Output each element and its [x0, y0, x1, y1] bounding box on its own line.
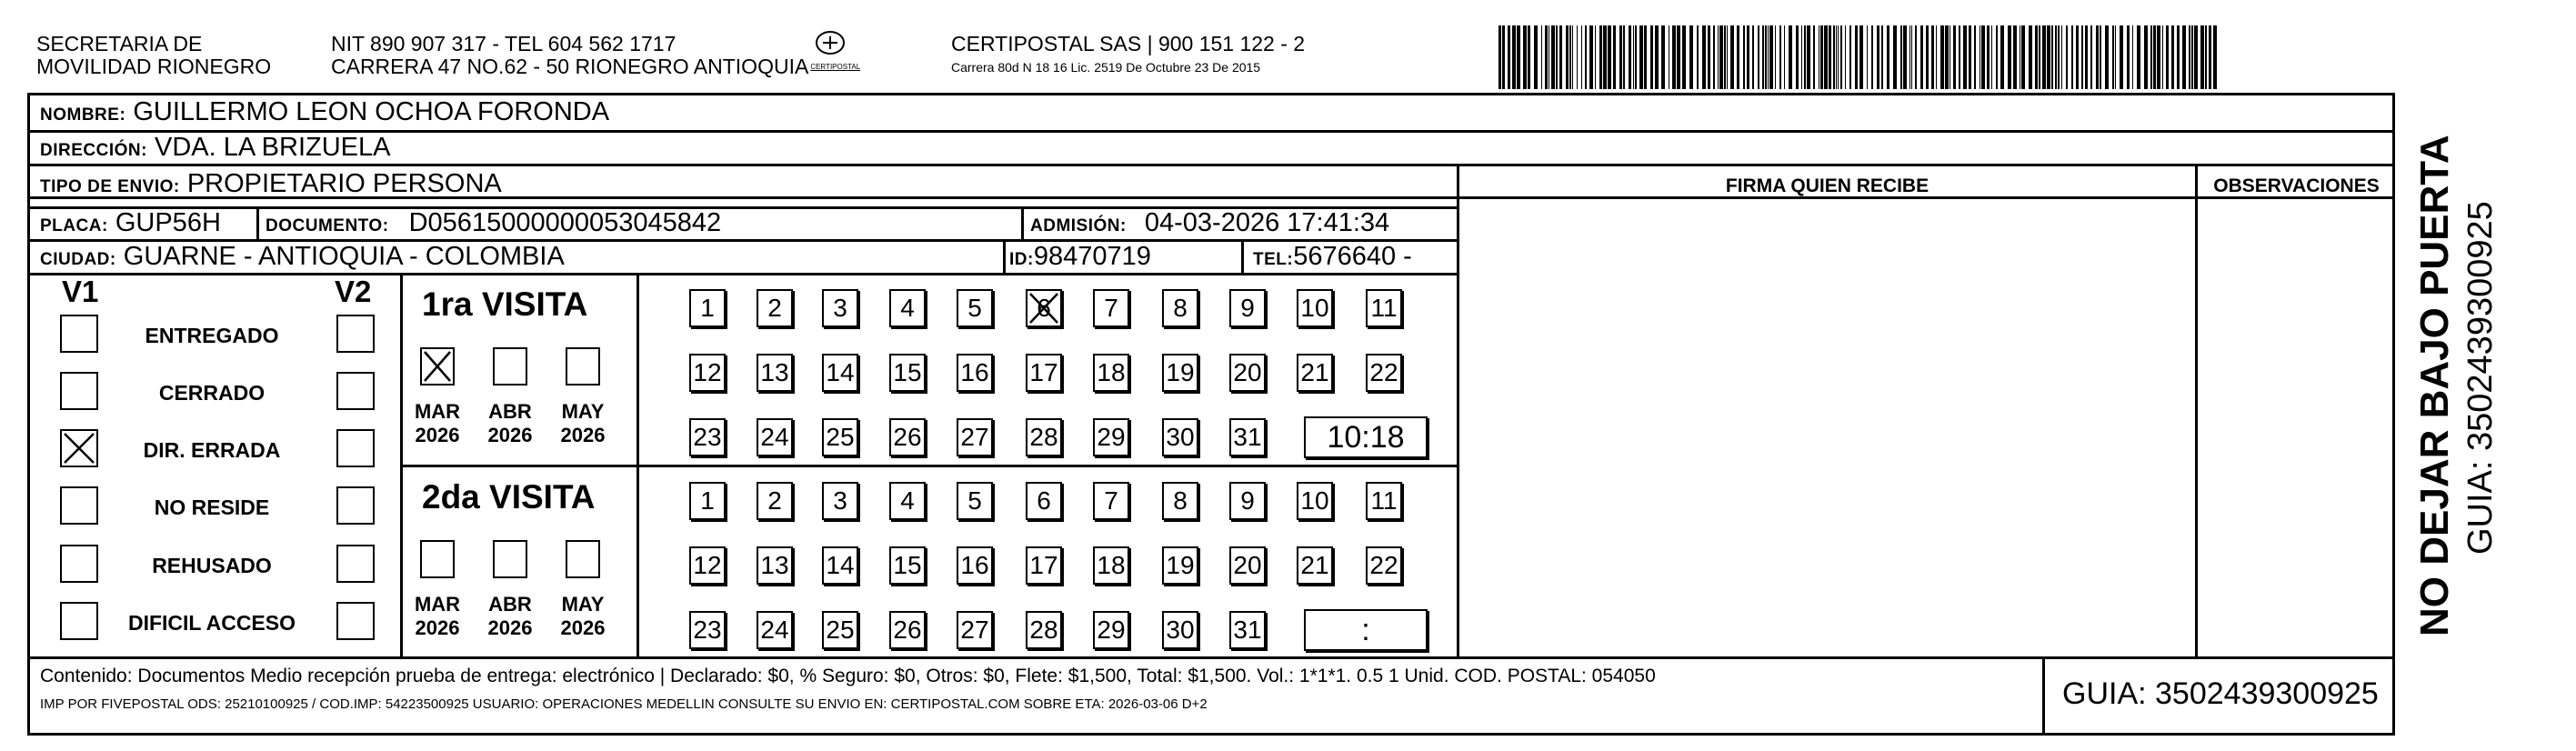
status-label: NO RESIDE: [154, 496, 270, 519]
barcode: [1498, 25, 2226, 89]
day-cell[interactable]: 30: [1162, 418, 1198, 456]
day-cell[interactable]: 28: [1026, 418, 1062, 456]
day-cell[interactable]: 23: [689, 611, 726, 649]
month-label: ABR 2026: [487, 593, 533, 639]
observaciones-heading: OBSERVACIONES: [2213, 175, 2380, 196]
day-cell[interactable]: 29: [1093, 611, 1129, 649]
carrier-info: [951, 33, 1305, 75]
documento-label: DOCUMENTO:: [266, 216, 389, 235]
day-cell[interactable]: 23: [689, 418, 726, 456]
v2-heading: V2: [335, 275, 372, 308]
admision-field: [1030, 208, 1389, 241]
month-checkbox[interactable]: [566, 347, 600, 386]
logo-wordmark: CERTIPOSTAL: [810, 63, 861, 71]
day-cell[interactable]: 4: [889, 482, 926, 520]
day-cell[interactable]: 25: [822, 611, 858, 649]
id-value: 98470719: [1033, 242, 1151, 271]
day-cell[interactable]: 12: [689, 354, 726, 392]
documento-field: [266, 208, 721, 241]
day-cell[interactable]: 2: [757, 289, 793, 327]
v2-checkbox[interactable]: [336, 429, 375, 467]
visit-divider: [400, 465, 1457, 467]
address-line: CARRERA 47 NO.62 - 50 RIONEGRO ANTIOQUIA CERTIPOSTAL: [331, 55, 861, 78]
ciudad-value: GUARNE - ANTIOQUIA - COLOMBIA: [123, 242, 565, 271]
day-cell[interactable]: 14: [822, 354, 858, 392]
day-cell[interactable]: 9: [1229, 289, 1266, 327]
month-label: MAR 2026: [414, 593, 461, 639]
status-label: CERRADO: [158, 381, 266, 405]
day-cell[interactable]: 17: [1026, 546, 1062, 585]
month-label: ABR 2026: [487, 400, 533, 446]
documento-value: D05615000000053045842: [408, 208, 722, 237]
month-label: MAY 2026: [560, 400, 606, 446]
day-cell[interactable]: 28: [1026, 611, 1062, 649]
status-label: REHUSADO: [152, 554, 272, 577]
day-cell[interactable]: 26: [889, 418, 926, 456]
nombre-value: GUILLERMO LEON OCHOA FORONDA: [133, 97, 610, 126]
ciudad-label: CIUDAD:: [40, 250, 116, 269]
placa-field: [40, 208, 221, 241]
admision-divider: [1021, 206, 1024, 239]
id-label: ID:: [1009, 250, 1034, 269]
sender-contact: [331, 33, 860, 78]
day-cell[interactable]: 11: [1366, 482, 1402, 520]
placa-divider: [256, 206, 259, 239]
month-label: MAR 2026: [414, 400, 461, 446]
day-cell[interactable]: 13: [757, 354, 793, 392]
firma-left-border: [1457, 164, 1459, 656]
month-checkbox[interactable]: [420, 540, 455, 578]
day-cell[interactable]: 26: [889, 611, 926, 649]
day-cell[interactable]: 16: [957, 354, 993, 392]
day-cell[interactable]: 31: [1229, 611, 1266, 649]
placa-value: GUP56H: [115, 208, 221, 237]
obs-left-border: [2195, 164, 2198, 656]
guia-box: GUIA: 3502439300925: [2062, 676, 2379, 711]
v2-checkbox[interactable]: [336, 486, 375, 525]
month-label: MAY 2026: [560, 593, 606, 639]
direccion-label: DIRECCIÓN:: [40, 141, 147, 160]
guia-box-border: [2042, 656, 2045, 736]
nombre-field: [40, 97, 609, 130]
day-cell[interactable]: 2: [757, 482, 793, 520]
day-cell[interactable]: 3: [822, 289, 858, 327]
id-divider: [1003, 239, 1006, 273]
day-check-mark: [1027, 291, 1060, 335]
day-cell[interactable]: 14: [822, 546, 858, 585]
nombre-label: NOMBRE:: [40, 105, 126, 125]
month-checkbox[interactable]: [493, 347, 527, 386]
day-cell[interactable]: 9: [1229, 482, 1266, 520]
direccion-value: VDA. LA BRIZUELA: [155, 133, 391, 162]
side-guia: GUIA: 3502439300925: [2461, 201, 2500, 555]
carrier-line: CERTIPOSTAL SAS | 900 151 122 - 2: [951, 32, 1306, 55]
day-cell[interactable]: 11: [1366, 289, 1402, 327]
day-cell[interactable]: 17: [1026, 354, 1062, 392]
firma-heading: FIRMA QUIEN RECIBE: [1725, 175, 1929, 196]
day-cell[interactable]: 30: [1162, 611, 1198, 649]
day-cell[interactable]: 27: [957, 418, 993, 456]
v2-checkbox[interactable]: [336, 315, 375, 353]
contenido-line: Contenido: Documentos Medio recepción prueba de entrega: electrónico | Declarado: $0, % Seguro: $0, Otros: $0, Flete: $1,500, Total: $1,500. Vol.: 1*1*1. 0.5 1 Unid. COD. POSTAL: 054050: [40, 666, 1656, 686]
day-cell[interactable]: 24: [757, 611, 793, 649]
v2-checkbox[interactable]: [336, 602, 375, 640]
status-label: DIR. ERRADA: [143, 438, 281, 462]
status-label: DIFICIL ACCESO: [127, 611, 296, 635]
day-cell[interactable]: 31: [1229, 418, 1266, 456]
day-cell[interactable]: 7: [1093, 482, 1129, 520]
day-cell[interactable]: 27: [957, 611, 993, 649]
ciudad-field: [40, 242, 565, 275]
v2-checkbox[interactable]: [336, 545, 375, 583]
admision-value: 04-03-2026 17:41:34: [1144, 208, 1390, 237]
day-cell[interactable]: 18: [1093, 354, 1129, 392]
day-cell[interactable]: 15: [889, 546, 926, 585]
day-cell[interactable]: 1: [689, 289, 726, 327]
month-checkbox[interactable]: [493, 540, 527, 578]
day-cell[interactable]: 1: [689, 482, 726, 520]
day-cell[interactable]: 20: [1229, 354, 1266, 392]
status-label: ENTREGADO: [145, 324, 279, 347]
sender-name: [36, 33, 271, 78]
day-cell[interactable]: 22: [1366, 546, 1402, 585]
tel-label: TEL:: [1253, 250, 1294, 269]
day-cell[interactable]: 13: [757, 546, 793, 585]
tipo-envio-value: PROPIETARIO PERSONA: [186, 169, 502, 198]
v2-checkbox[interactable]: [336, 372, 375, 410]
tel-field: [1253, 242, 1412, 275]
certipostal-logo-icon: [814, 29, 847, 56]
day-cell[interactable]: 19: [1162, 546, 1198, 585]
day-cell[interactable]: 8: [1162, 482, 1198, 520]
month-checkbox[interactable]: [566, 540, 600, 578]
day-cell[interactable]: 6: [1026, 482, 1062, 520]
day-cell[interactable]: 15: [889, 354, 926, 392]
day-cell[interactable]: 21: [1297, 354, 1333, 392]
day-cell[interactable]: 25: [822, 418, 858, 456]
day-cell[interactable]: 22: [1366, 354, 1402, 392]
v1-heading: V1: [62, 275, 99, 308]
license-line: Carrera 80d N 18 16 Lic. 2519 De Octubre 23 De 2015: [951, 60, 1261, 75]
day-cell[interactable]: 12: [689, 546, 726, 585]
placa-label: PLACA:: [40, 216, 108, 235]
day-cell[interactable]: 19: [1162, 354, 1198, 392]
day-cell[interactable]: 10: [1297, 482, 1333, 520]
footer-divider: [27, 656, 2395, 659]
sender-line-1: SECRETARIA DE: [36, 32, 203, 55]
day-cell[interactable]: 8: [1162, 289, 1198, 327]
day-cell[interactable]: 24: [757, 418, 793, 456]
nit-line: NIT 890 907 317 - TEL 604 562 1717: [331, 32, 677, 55]
day-cell[interactable]: 4: [889, 289, 926, 327]
day-cell[interactable]: 16: [957, 546, 993, 585]
day-cell[interactable]: 7: [1093, 289, 1129, 327]
visit-title: 1ra VISITA: [422, 285, 588, 323]
day-cell[interactable]: 29: [1093, 418, 1129, 456]
tel-divider: [1241, 239, 1244, 273]
no-dejar-warning: NO DEJAR BAJO PUERTA: [2412, 135, 2457, 636]
day-cell[interactable]: 5: [957, 289, 993, 327]
day-cell[interactable]: 10: [1297, 289, 1333, 327]
tipo-envio-field: [40, 169, 502, 202]
admision-label: ADMISIÓN:: [1030, 216, 1127, 235]
sender-line-2: MOVILIDAD RIONEGRO: [36, 55, 272, 78]
day-cell[interactable]: 21: [1297, 546, 1333, 585]
day-cell[interactable]: 3: [822, 482, 858, 520]
direccion-field: [40, 133, 391, 165]
hour-box[interactable]: :: [1304, 609, 1428, 651]
visit-title: 2da VISITA: [422, 478, 596, 516]
imp-line: IMP POR FIVEPOSTAL ODS: 25210100925 / COD.IMP: 54223500925 USUARIO: OPERACIONES MEDELLIN CONSULTE SU ENVIO EN: CERTIPOSTAL.COM SOBRE ETA: 2026-03-06 D+2: [40, 696, 1208, 712]
day-cell[interactable]: 18: [1093, 546, 1129, 585]
tel-value: 5676640 -: [1293, 242, 1412, 271]
hour-box[interactable]: 10:18: [1304, 416, 1428, 458]
month-checkbox[interactable]: [420, 347, 455, 386]
day-cell[interactable]: 20: [1229, 546, 1266, 585]
day-cell[interactable]: 5: [957, 482, 993, 520]
day-cell[interactable]: 6: [1026, 289, 1062, 327]
tipo-envio-label: TIPO DE ENVIO:: [40, 177, 180, 196]
id-field: [1009, 242, 1151, 275]
